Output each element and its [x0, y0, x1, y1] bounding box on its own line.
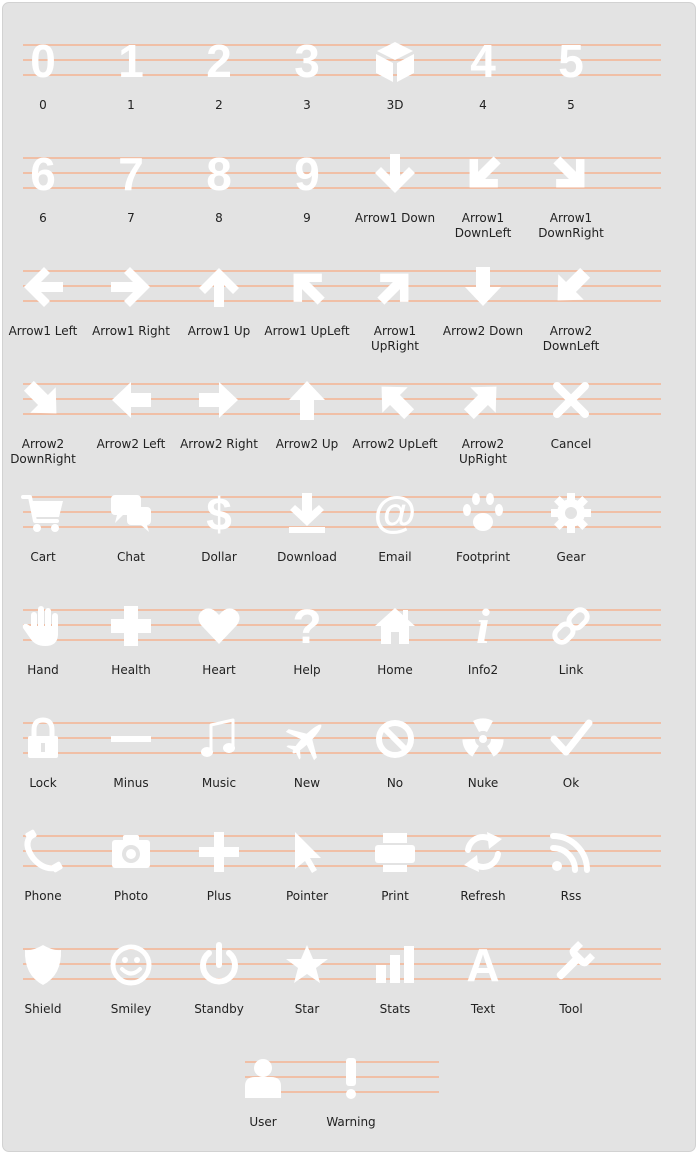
- icon-label: Arrow1 Up: [187, 324, 251, 338]
- icon-cell[interactable]: [439, 714, 527, 804]
- icon-label: 8: [215, 211, 223, 225]
- icon-cell[interactable]: [0, 262, 87, 352]
- icon-label: Heart: [202, 663, 236, 677]
- icon-glyph-text: 4: [470, 35, 496, 87]
- three-icon: [263, 36, 351, 86]
- user-icon: [219, 1053, 307, 1103]
- icon-glyph-text: 3: [294, 35, 320, 87]
- arrow1-downleft-icon: [439, 149, 527, 199]
- icon-glyph-text: 8: [206, 148, 232, 200]
- icon-cell[interactable]: [263, 940, 351, 1030]
- icon-row: [3, 36, 697, 126]
- icon-label: User: [249, 1115, 277, 1129]
- icon-label: 7: [127, 211, 135, 225]
- heart-icon: [175, 601, 263, 651]
- icon-label: Email: [378, 550, 412, 564]
- arrow1-downright-icon: [527, 149, 615, 199]
- icon-label: Help: [293, 663, 321, 677]
- icon-cell[interactable]: [87, 827, 175, 917]
- icon-cell[interactable]: [527, 36, 615, 126]
- icon-cell[interactable]: [219, 1053, 307, 1143]
- icon-glyph-text: 5: [558, 35, 584, 87]
- icon-cell[interactable]: [0, 375, 87, 465]
- refresh-icon: [439, 827, 527, 877]
- music-icon: [175, 714, 263, 764]
- icon-label: Home: [377, 663, 413, 677]
- eight-icon: [175, 149, 263, 199]
- icon-row: [3, 598, 697, 691]
- four-icon: [439, 36, 527, 86]
- icon-cell[interactable]: [263, 488, 351, 578]
- icon-label: Stats: [379, 1002, 411, 1016]
- icon-label: Info2: [467, 663, 499, 677]
- icon-cell[interactable]: [87, 714, 175, 804]
- icon-cell[interactable]: [351, 601, 439, 691]
- icon-row: [3, 149, 697, 239]
- icon-label: Dollar: [201, 550, 237, 564]
- email-icon: [351, 488, 439, 538]
- icon-cell[interactable]: [307, 1053, 395, 1143]
- icon-glyph-text: 7: [118, 148, 144, 200]
- phone-icon: [0, 827, 87, 877]
- icon-cell[interactable]: [351, 714, 439, 804]
- arrow1-upleft-icon: [263, 262, 351, 312]
- icon-label: Refresh: [460, 889, 506, 903]
- icon-cell[interactable]: [87, 262, 175, 352]
- icon-cell[interactable]: [175, 149, 263, 239]
- icon-cell[interactable]: [439, 375, 527, 465]
- svg-text:@: @: [373, 488, 417, 537]
- zero-icon: [0, 36, 87, 86]
- icon-cell[interactable]: [0, 714, 87, 804]
- icon-label: 6: [39, 211, 47, 225]
- gear-icon: [527, 488, 615, 538]
- icon-label: No: [386, 776, 404, 790]
- icon-label: Music: [201, 776, 237, 790]
- icon-cell[interactable]: [527, 601, 615, 691]
- star-icon: [263, 940, 351, 990]
- icon-label: Gear: [556, 550, 586, 564]
- icon-label: 3D: [386, 98, 404, 112]
- icon-cell[interactable]: [263, 149, 351, 239]
- icon-label: Chat: [116, 550, 146, 564]
- icon-cell[interactable]: [175, 36, 263, 126]
- tool-icon: [527, 940, 615, 990]
- icon-cell[interactable]: [351, 827, 439, 917]
- icon-cell[interactable]: [439, 488, 527, 578]
- shield-icon: [0, 940, 87, 990]
- icon-label: Smiley: [110, 1002, 152, 1016]
- icon-label: Arrow2 Down: [442, 324, 524, 338]
- icon-label: Photo: [113, 889, 149, 903]
- icon-label: 5: [567, 98, 575, 112]
- chat-icon: [87, 488, 175, 538]
- icon-gallery-panel: [2, 2, 696, 1152]
- standby-icon: [175, 940, 263, 990]
- one-icon: [87, 36, 175, 86]
- icon-label: Nuke: [467, 776, 499, 790]
- arrow2-down-icon: [439, 262, 527, 312]
- icon-label: Arrow2 Right: [180, 437, 258, 451]
- rss-icon: [527, 827, 615, 877]
- icon-label: Text: [470, 1002, 496, 1016]
- lock-icon: [0, 714, 87, 764]
- icon-cell[interactable]: [439, 149, 527, 239]
- no-icon: [351, 714, 439, 764]
- plus-icon: [175, 827, 263, 877]
- footprint-icon: [439, 488, 527, 538]
- icon-label: Plus: [206, 889, 232, 903]
- icon-cell[interactable]: [87, 149, 175, 239]
- icon-cell[interactable]: [439, 262, 527, 352]
- ok-icon: [527, 714, 615, 764]
- icon-cell[interactable]: [263, 262, 351, 352]
- icon-row: [3, 714, 697, 804]
- svg-text:$: $: [206, 488, 232, 540]
- icon-label: Pointer: [285, 889, 329, 903]
- icon-label: Arrow1 DownLeft: [454, 211, 512, 240]
- icon-label: Arrow2 Left: [96, 437, 166, 451]
- icon-cell[interactable]: [0, 827, 87, 917]
- icon-label: Minus: [113, 776, 149, 790]
- icon-row: [3, 488, 697, 578]
- text-icon: [439, 940, 527, 990]
- icon-cell[interactable]: [439, 598, 527, 691]
- icon-label: Standby: [194, 1002, 244, 1016]
- icon-label: Cart: [30, 550, 56, 564]
- icon-cell[interactable]: [351, 262, 439, 352]
- arrow2-downright-icon: [0, 375, 87, 425]
- arrow2-upleft-icon: [351, 375, 439, 425]
- icon-label: New: [293, 776, 321, 790]
- icon-cell[interactable]: [175, 940, 263, 1030]
- icon-cell[interactable]: [263, 375, 351, 465]
- icon-cell[interactable]: [0, 149, 87, 239]
- photo-icon: [87, 827, 175, 877]
- icon-label: Arrow1 Right: [92, 324, 170, 338]
- icon-label: Arrow2 DownRight: [10, 437, 76, 466]
- icon-label: Hand: [27, 663, 59, 677]
- icon-label: Arrow2 Up: [275, 437, 339, 451]
- svg-text:i: i: [476, 598, 490, 654]
- arrow2-upright-icon: [439, 375, 527, 425]
- arrow1-upright-icon: [351, 262, 439, 312]
- arrow1-left-icon: [0, 262, 87, 312]
- icon-cell[interactable]: [175, 375, 263, 465]
- dollar-icon: [175, 488, 263, 538]
- hand-icon: [0, 601, 87, 651]
- icon-glyph-text: 6: [30, 148, 56, 200]
- svg-text:?: ?: [292, 601, 322, 654]
- icon-label: 0: [39, 98, 47, 112]
- icon-cell[interactable]: [175, 262, 263, 352]
- icon-cell[interactable]: [527, 940, 615, 1030]
- icon-label: Tool: [559, 1002, 583, 1016]
- icon-label: Download: [277, 550, 337, 564]
- icon-cell[interactable]: [87, 488, 175, 578]
- icon-cell[interactable]: [175, 827, 263, 917]
- smiley-icon: [87, 940, 175, 990]
- pointer-icon: [263, 827, 351, 877]
- icon-label: 9: [303, 211, 311, 225]
- icon-label: 2: [215, 98, 223, 112]
- icon-label: Arrow2 UpLeft: [352, 437, 438, 451]
- icon-label: Arrow2 DownLeft: [542, 324, 600, 353]
- arrow2-downleft-icon: [527, 262, 615, 312]
- minus-icon: [87, 714, 175, 764]
- icon-cell[interactable]: [527, 262, 615, 352]
- link-icon: [527, 601, 615, 651]
- icon-label: Ok: [562, 776, 580, 790]
- icon-cell[interactable]: [0, 488, 87, 578]
- icon-cell[interactable]: [439, 827, 527, 917]
- icon-label: Cancel: [550, 437, 592, 451]
- stats-icon: [351, 940, 439, 990]
- icon-cell[interactable]: [263, 714, 351, 804]
- icon-label: Arrow2 UpRight: [459, 437, 507, 466]
- icon-cell[interactable]: [0, 601, 87, 691]
- icon-cell[interactable]: [175, 488, 263, 578]
- cancel-icon: [527, 375, 615, 425]
- icon-cell[interactable]: [175, 601, 263, 691]
- icon-cell[interactable]: [527, 827, 615, 917]
- info2-icon: [439, 598, 527, 654]
- icon-label: Arrow1 UpLeft: [264, 324, 350, 338]
- home-icon: [351, 601, 439, 651]
- download-icon: [263, 488, 351, 538]
- icon-cell[interactable]: [351, 36, 439, 126]
- icon-glyph-text: 0: [30, 35, 56, 87]
- icon-label: Phone: [24, 889, 62, 903]
- icon-row: [3, 940, 697, 1030]
- cart-icon: [0, 488, 87, 538]
- arrow1-right-icon: [87, 262, 175, 312]
- icon-label: Health: [111, 663, 151, 677]
- icon-label: Rss: [560, 889, 582, 903]
- arrow2-up-icon: [263, 375, 351, 425]
- icon-glyph-text: 9: [294, 148, 320, 200]
- icon-cell[interactable]: [263, 827, 351, 917]
- arrow2-left-icon: [87, 375, 175, 425]
- icon-label: Star: [294, 1002, 320, 1016]
- icon-cell[interactable]: [439, 940, 527, 1030]
- icon-cell[interactable]: [87, 940, 175, 1030]
- help-icon: [263, 601, 351, 654]
- icon-cell[interactable]: [87, 36, 175, 126]
- arrow1-up-icon: [175, 262, 263, 312]
- icon-label: 4: [479, 98, 487, 112]
- icon-cell[interactable]: [439, 36, 527, 126]
- print-icon: [351, 827, 439, 877]
- icon-cell[interactable]: [527, 149, 615, 239]
- icon-label: Arrow1 Down: [354, 211, 436, 225]
- icon-cell[interactable]: [263, 601, 351, 691]
- icon-label: Print: [381, 889, 409, 903]
- six-icon: [0, 149, 87, 199]
- icon-cell[interactable]: [351, 940, 439, 1030]
- two-icon: [175, 36, 263, 86]
- icon-row: [3, 1053, 697, 1143]
- new-icon: [263, 714, 351, 764]
- icon-glyph-text: 2: [206, 35, 232, 87]
- icon-glyph-text: A: [466, 939, 500, 991]
- icon-cell[interactable]: [351, 488, 439, 578]
- warning-icon: [307, 1053, 395, 1103]
- icon-label: Footprint: [455, 550, 511, 564]
- five-icon: [527, 36, 615, 86]
- icon-cell[interactable]: [527, 375, 615, 465]
- icon-row: [3, 827, 697, 917]
- icon-label: Warning: [326, 1115, 376, 1129]
- icon-label: 3: [303, 98, 311, 112]
- icon-cell[interactable]: [351, 149, 439, 239]
- icon-cell[interactable]: [351, 375, 439, 465]
- icon-label: Lock: [29, 776, 57, 790]
- arrow1-down-icon: [351, 149, 439, 199]
- icon-row: [3, 262, 697, 352]
- icon-label: Shield: [24, 1002, 62, 1016]
- icon-cell[interactable]: [0, 940, 87, 1030]
- icon-label: Arrow1 UpRight: [371, 324, 419, 353]
- seven-icon: [87, 149, 175, 199]
- arrow2-right-icon: [175, 375, 263, 425]
- health-icon: [87, 601, 175, 651]
- nine-icon: [263, 149, 351, 199]
- icon-label: Arrow1 DownRight: [538, 211, 604, 240]
- icon-cell[interactable]: [87, 601, 175, 691]
- icon-cell[interactable]: [527, 488, 615, 578]
- icon-row: [3, 375, 697, 465]
- icon-cell[interactable]: [0, 36, 87, 126]
- icon-label: Arrow1 Left: [8, 324, 78, 338]
- icon-label: 1: [127, 98, 135, 112]
- icon-label: Link: [558, 663, 584, 677]
- icon-cell[interactable]: [87, 375, 175, 465]
- icon-cell[interactable]: [527, 714, 615, 804]
- icon-cell[interactable]: [263, 36, 351, 126]
- 3d-cube-icon: [351, 36, 439, 86]
- icon-glyph-text: 1: [118, 35, 144, 87]
- icon-cell[interactable]: [175, 714, 263, 804]
- nuke-icon: [439, 714, 527, 764]
